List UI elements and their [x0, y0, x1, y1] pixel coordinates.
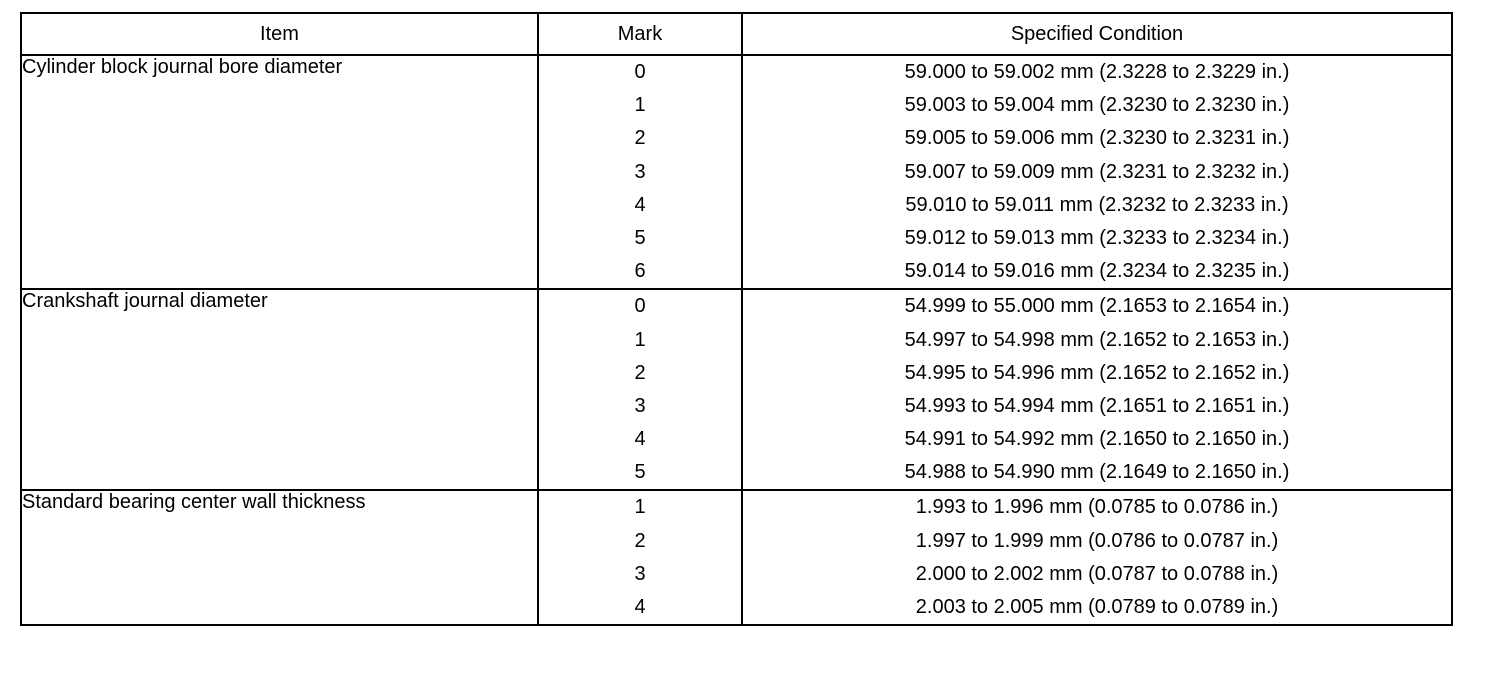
header-mark: Mark — [538, 13, 742, 55]
table-row — [21, 289, 1452, 490]
mark-value: 0 — [634, 295, 646, 318]
condition-cell — [742, 490, 1452, 625]
condition-value: 59.010 to 59.011 mm (2.3232 to 2.3233 in.) — [905, 193, 1289, 216]
mark-value: 3 — [634, 394, 646, 417]
condition-value: 59.014 to 59.016 mm (2.3234 to 2.3235 in.) — [904, 260, 1290, 283]
mark-cell — [538, 490, 742, 625]
condition-value: 59.007 to 59.009 mm (2.3231 to 2.3232 in.) — [904, 160, 1290, 183]
condition-value: 59.003 to 59.004 mm (2.3230 to 2.3230 in.) — [904, 94, 1290, 117]
header-row — [21, 13, 1452, 55]
mark-value: 0 — [634, 61, 646, 83]
mark-value: 2 — [634, 127, 646, 150]
mark-value: 4 — [634, 596, 646, 618]
table-row — [21, 490, 1452, 625]
condition-value: 54.988 to 54.990 mm (2.1649 to 2.1650 in.) — [904, 461, 1290, 484]
header-condition: Specified Condition — [742, 13, 1452, 55]
mark-value: 2 — [634, 361, 646, 384]
item-name: Crankshaft journal diameter — [22, 290, 268, 313]
mark-value: 3 — [634, 562, 646, 585]
item-cell — [21, 289, 538, 490]
spec-table — [20, 12, 1453, 626]
mark-value: 4 — [634, 193, 646, 216]
condition-value: 54.991 to 54.992 mm (2.1650 to 2.1650 in.) — [904, 428, 1290, 451]
item-cell — [21, 490, 538, 625]
condition-cell — [742, 289, 1452, 490]
condition-value: 54.995 to 54.996 mm (2.1652 to 2.1652 in.) — [904, 361, 1290, 384]
condition-value: 2.000 to 2.002 mm (0.0787 to 0.0788 in.) — [915, 562, 1279, 585]
mark-cell — [538, 289, 742, 490]
table-row — [21, 55, 1452, 289]
condition-value: 54.999 to 55.000 mm (2.1653 to 2.1654 in.) — [904, 295, 1290, 318]
condition-value: 1.993 to 1.996 mm (0.0785 to 0.0786 in.) — [915, 496, 1279, 519]
mark-value: 5 — [634, 226, 646, 249]
condition-value: 59.005 to 59.006 mm (2.3230 to 2.3231 in.) — [904, 127, 1290, 150]
condition-value: 1.997 to 1.999 mm (0.0786 to 0.0787 in.) — [915, 529, 1279, 552]
mark-value: 1 — [634, 496, 646, 519]
item-name: Standard bearing center wall thickness — [22, 491, 366, 514]
condition-value: 2.003 to 2.005 mm (0.0789 to 0.0789 in.) — [915, 596, 1279, 618]
item-name: Cylinder block journal bore diameter — [22, 56, 343, 78]
mark-value: 4 — [634, 428, 646, 451]
condition-value: 54.993 to 54.994 mm (2.1651 to 2.1651 in.) — [904, 394, 1290, 417]
mark-value: 6 — [634, 260, 646, 283]
mark-cell — [538, 55, 742, 289]
mark-value: 3 — [634, 160, 646, 183]
item-cell — [21, 55, 538, 289]
mark-value: 1 — [634, 94, 646, 117]
condition-value: 54.997 to 54.998 mm (2.1652 to 2.1653 in.) — [904, 328, 1290, 351]
header-item: Item — [21, 13, 538, 55]
condition-value: 59.012 to 59.013 mm (2.3233 to 2.3234 in.) — [904, 226, 1290, 249]
mark-value: 5 — [634, 461, 646, 484]
mark-value: 2 — [634, 529, 646, 552]
condition-value: 59.000 to 59.002 mm (2.3228 to 2.3229 in.) — [904, 61, 1290, 83]
condition-cell — [742, 55, 1452, 289]
table-body — [21, 55, 1452, 625]
mark-value: 1 — [634, 328, 646, 351]
